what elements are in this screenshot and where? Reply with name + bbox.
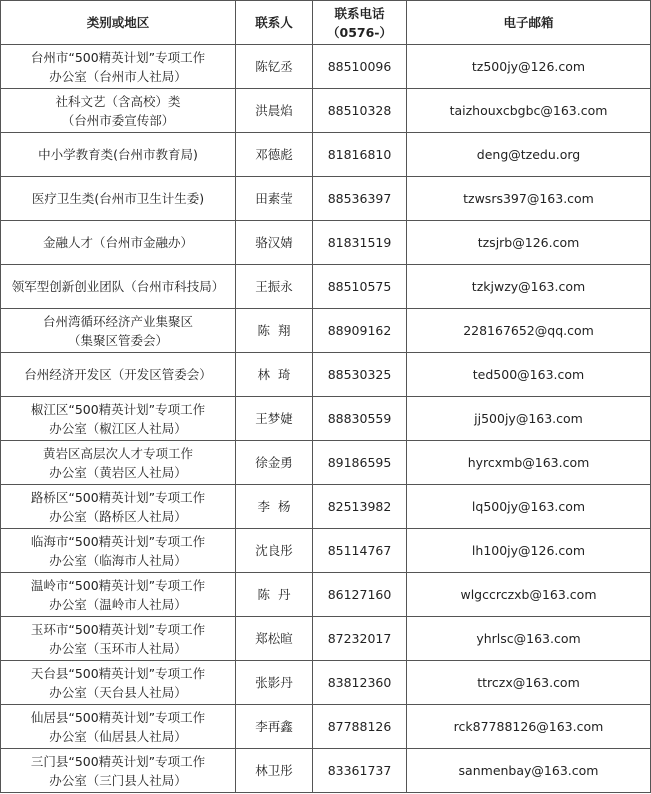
region-cell <box>1 221 236 265</box>
table-row <box>1 133 651 177</box>
region-cell <box>1 441 236 485</box>
email-cell: tzsjrb@126.com <box>407 221 651 265</box>
email-cell: jj500jy@163.com <box>407 397 651 441</box>
table-row <box>1 617 651 661</box>
email-cell: sanmenbay@163.com <box>407 749 651 793</box>
phone-cell: 83361737 <box>313 749 407 793</box>
table-row <box>1 177 651 221</box>
region-text-line: 金融人才（台州市金融办） <box>42 235 193 250</box>
contact-person-cell: 邓德彪 <box>236 133 313 177</box>
email-cell: wlgccrczxb@163.com <box>407 573 651 617</box>
phone-cell: 81831519 <box>313 221 407 265</box>
contact-person-cell: 陈 丹 <box>236 573 313 617</box>
region-text-line: 仙居县“500精英计划”专项工作 <box>30 709 206 725</box>
phone-cell: 83812360 <box>313 661 407 705</box>
contact-person-cell: 李 杨 <box>236 485 313 529</box>
region-text-line: 办公室（温岭市人社局） <box>49 596 187 612</box>
table-row <box>1 309 651 353</box>
email-cell: hyrcxmb@163.com <box>407 441 651 485</box>
region-text-line: 温岭市“500精英计划”专项工作 <box>30 577 206 593</box>
phone-cell: 88510096 <box>313 45 407 89</box>
region-cell <box>1 133 236 177</box>
region-text-line: 三门县“500精英计划”专项工作 <box>30 753 206 769</box>
phone-cell: 85114767 <box>313 529 407 573</box>
region-text-line: 天台县“500精英计划”专项工作 <box>30 665 206 681</box>
region-text-line: 办公室（三门县人社局） <box>49 772 187 788</box>
email-cell: 228167652@qq.com <box>407 309 651 353</box>
contact-person-cell: 田素莹 <box>236 177 313 221</box>
region-text-line: （集聚区管委会） <box>67 332 168 348</box>
phone-cell: 89186595 <box>313 441 407 485</box>
region-text-line: 社科文艺（含高校）类 <box>55 93 181 109</box>
header-phone-area-code: （0576-） <box>327 24 392 40</box>
region-text-line: 领军型创新创业团队（台州市科技局） <box>11 279 225 294</box>
contact-person-cell: 林卫彤 <box>236 749 313 793</box>
region-cell <box>1 529 236 573</box>
region-text-line: 台州湾循环经济产业集聚区 <box>42 313 193 329</box>
table-row <box>1 485 651 529</box>
region-cell <box>1 309 236 353</box>
region-cell <box>1 661 236 705</box>
contact-person-cell: 洪晨焰 <box>236 89 313 133</box>
email-cell: ttrczx@163.com <box>407 661 651 705</box>
phone-cell: 87232017 <box>313 617 407 661</box>
region-cell <box>1 177 236 221</box>
table-body <box>1 45 651 793</box>
contact-person-cell: 骆汉婧 <box>236 221 313 265</box>
contact-person-cell: 陈钇丞 <box>236 45 313 89</box>
region-text-line: 椒江区“500精英计划”专项工作 <box>30 401 206 417</box>
email-cell: tzwsrs397@163.com <box>407 177 651 221</box>
phone-cell: 81816810 <box>313 133 407 177</box>
table-row <box>1 89 651 133</box>
region-cell <box>1 265 236 309</box>
region-text-line: 路桥区“500精英计划”专项工作 <box>30 489 206 505</box>
contact-person-cell: 王振永 <box>236 265 313 309</box>
email-cell: deng@tzedu.org <box>407 133 651 177</box>
region-text-line: 办公室（玉环市人社局） <box>49 640 187 656</box>
contact-person-cell: 张影丹 <box>236 661 313 705</box>
region-text-line: 临海市“500精英计划”专项工作 <box>30 533 206 549</box>
region-text-line: （台州市委宣传部） <box>61 112 175 128</box>
table-row <box>1 441 651 485</box>
region-cell <box>1 397 236 441</box>
region-cell <box>1 749 236 793</box>
contact-person-cell: 李再鑫 <box>236 705 313 749</box>
table-row <box>1 397 651 441</box>
table-row <box>1 221 651 265</box>
table-row <box>1 529 651 573</box>
phone-cell: 88510575 <box>313 265 407 309</box>
region-text-line: 办公室（黄岩区人社局） <box>49 464 187 480</box>
phone-cell: 88536397 <box>313 177 407 221</box>
header-phone-label: 联系电话 <box>334 5 385 21</box>
table-row <box>1 573 651 617</box>
email-cell: lq500jy@163.com <box>407 485 651 529</box>
region-text-line: 医疗卫生类(台州市卫生计生委) <box>31 191 205 206</box>
region-cell <box>1 485 236 529</box>
table-row <box>1 705 651 749</box>
email-cell: taizhouxcbgbc@163.com <box>407 89 651 133</box>
region-text-line: 办公室（台州市人社局） <box>49 68 187 84</box>
email-cell: yhrlsc@163.com <box>407 617 651 661</box>
region-text-line: 黄岩区高层次人才专项工作 <box>42 445 193 461</box>
region-text-line: 中小学教育类(台州市教育局) <box>38 147 198 162</box>
phone-cell: 88510328 <box>313 89 407 133</box>
contact-person-cell: 徐金勇 <box>236 441 313 485</box>
contact-person-cell: 陈 翔 <box>236 309 313 353</box>
header-phone <box>313 1 407 45</box>
region-cell <box>1 705 236 749</box>
table-row <box>1 749 651 793</box>
region-text-line: 办公室（仙居县人社局） <box>49 728 187 744</box>
header-region: 类别或地区 <box>1 1 236 45</box>
phone-cell: 82513982 <box>313 485 407 529</box>
contact-person-cell: 王梦婕 <box>236 397 313 441</box>
region-cell <box>1 353 236 397</box>
phone-cell: 88830559 <box>313 397 407 441</box>
phone-cell: 88909162 <box>313 309 407 353</box>
header-email: 电子邮箱 <box>407 1 651 45</box>
email-cell: lh100jy@126.com <box>407 529 651 573</box>
email-cell: rck87788126@163.com <box>407 705 651 749</box>
region-text-line: 台州经济开发区（开发区管委会） <box>24 367 212 382</box>
contact-person-cell: 沈良彤 <box>236 529 313 573</box>
table-row <box>1 45 651 89</box>
region-text-line: 办公室（临海市人社局） <box>49 552 187 568</box>
phone-cell: 86127160 <box>313 573 407 617</box>
region-text-line: 办公室（路桥区人社局） <box>49 508 187 524</box>
contact-person-cell: 林 琦 <box>236 353 313 397</box>
region-text-line: 办公室（天台县人社局） <box>49 684 187 700</box>
phone-cell: 88530325 <box>313 353 407 397</box>
table-header-row <box>1 1 651 45</box>
region-cell <box>1 89 236 133</box>
region-text-line: 台州市“500精英计划”专项工作 <box>30 49 206 65</box>
region-text-line: 办公室（椒江区人社局） <box>49 420 187 436</box>
header-contact: 联系人 <box>236 1 313 45</box>
region-cell <box>1 573 236 617</box>
region-text-line: 玉环市“500精英计划”专项工作 <box>30 621 206 637</box>
table-row <box>1 353 651 397</box>
table-row <box>1 265 651 309</box>
email-cell: ted500@163.com <box>407 353 651 397</box>
region-cell <box>1 617 236 661</box>
contact-person-cell: 郑松暄 <box>236 617 313 661</box>
email-cell: tz500jy@126.com <box>407 45 651 89</box>
email-cell: tzkjwzy@163.com <box>407 265 651 309</box>
table-row <box>1 661 651 705</box>
region-cell <box>1 45 236 89</box>
phone-cell: 87788126 <box>313 705 407 749</box>
